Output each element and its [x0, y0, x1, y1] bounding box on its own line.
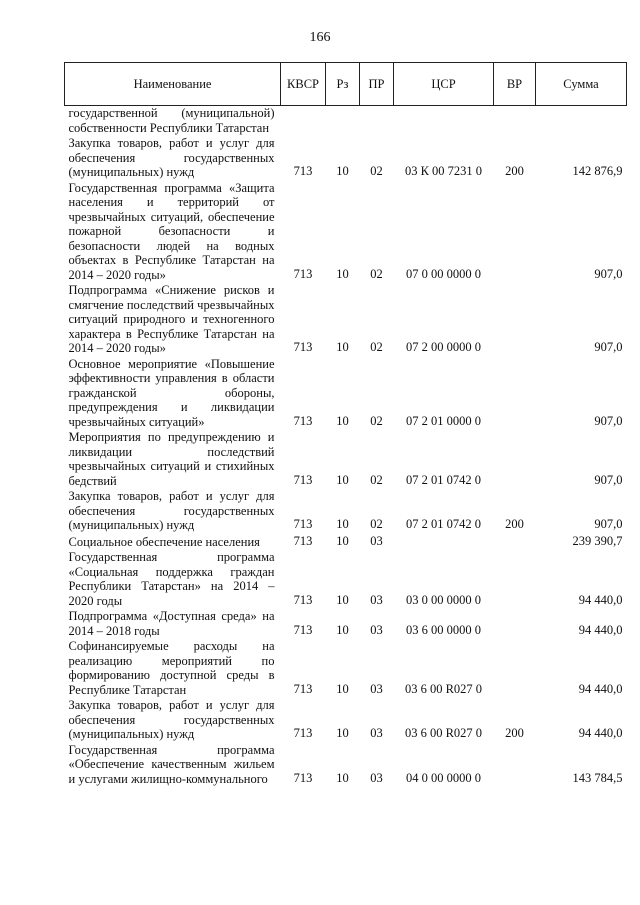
cell-rz: 10 [336, 533, 349, 548]
cell-kvsr: 713 [293, 472, 313, 487]
cell-pr: 03 [370, 622, 383, 637]
cell-name: Социальное обеспечение населения [68, 534, 260, 549]
cell-rz: 10 [336, 472, 349, 487]
table-row [65, 430, 627, 489]
cell-name: государственной (муниципальной) собственности Республики Татарстан [68, 106, 275, 135]
cell-name: Основное мероприятие «Повышение эффективности управления в области гражданской обороны, предупреждения и ликвидации чрезвычайных ситуаций» [68, 356, 275, 429]
cell-rz: 10 [336, 726, 349, 740]
cell-csr: 03 6 00 R027 0 [404, 681, 483, 696]
table-body [65, 106, 627, 788]
cell-vr [494, 639, 536, 698]
cell-kvsr [281, 106, 326, 137]
cell-kvsr: 713 [293, 340, 313, 354]
table-header [65, 63, 627, 106]
header-csr: ЦСР [394, 63, 494, 106]
table-row [65, 698, 627, 743]
cell-sum [536, 106, 627, 137]
table-row [65, 357, 627, 431]
cell-csr: 07 2 01 0742 0 [406, 472, 481, 487]
cell-rz: 10 [336, 164, 349, 178]
page-number: 166 [309, 30, 331, 45]
cell-name: Мероприятия по предупреждению и ликвидации последствий чрезвычайных ситуаций и стихийных бедствий [68, 430, 275, 488]
cell-sum: 907,0 [594, 413, 623, 428]
header-name: Наименование [65, 63, 281, 106]
cell-csr: 07 2 01 0000 0 [406, 413, 481, 428]
cell-csr [394, 534, 494, 551]
cell-pr: 03 [370, 726, 383, 740]
cell-name: Государственная программа «Защита населения и территорий от чрезвычайных ситуаций, обеспечение пожарной безопасности и безопасности людей на водных объектах в Республике Татарстан на 2014 – 2020 годы» [68, 180, 275, 282]
cell-sum: 907,0 [594, 266, 623, 281]
cell-name: Подпрограмма «Снижение рисков и смягчение последствий чрезвычайных ситуаций природного и техногенного характера в Республике Татарстан на 2014 – 2020 годы» [68, 283, 275, 355]
table-row [65, 639, 627, 698]
cell-kvsr: 713 [293, 533, 313, 548]
cell-rz: 10 [336, 770, 349, 785]
cell-vr [494, 743, 536, 788]
cell-rz: 10 [336, 413, 349, 428]
cell-vr: 200 [505, 164, 524, 178]
cell-pr: 03 [370, 592, 383, 607]
header-vr: ВР [494, 63, 536, 106]
table-row [65, 550, 627, 609]
cell-pr: 03 [370, 681, 383, 696]
cell-kvsr: 713 [293, 266, 313, 281]
cell-name: Софинансируемые расходы на реализацию мероприятий по формированию доступной среды в Республике Татарстан [68, 639, 275, 697]
cell-csr: 03 К 00 7231 0 [404, 164, 483, 178]
cell-pr: 03 [370, 770, 383, 785]
cell-kvsr: 713 [293, 681, 313, 696]
cell-vr [494, 106, 536, 137]
cell-kvsr: 713 [293, 726, 313, 740]
cell-csr: 07 0 00 0000 0 [406, 266, 481, 281]
cell-sum: 94 440,0 [578, 726, 623, 740]
cell-kvsr: 713 [293, 413, 313, 428]
cell-name: Государственная программа «Обеспечение качественным жильем и услугами жилищно-коммунального [68, 742, 275, 786]
cell-rz: 10 [336, 622, 349, 637]
cell-sum: 94 440,0 [578, 592, 623, 607]
cell-pr: 02 [370, 517, 383, 531]
cell-name: Закупка товаров, работ и услуг для обеспечения государственных (муниципальных) нужд [68, 489, 275, 532]
cell-csr: 03 0 00 0000 0 [406, 592, 481, 607]
cell-csr: 07 2 00 0000 0 [406, 340, 481, 354]
cell-vr [494, 181, 536, 284]
table-row [65, 283, 627, 357]
cell-csr: 03 6 00 0000 0 [406, 622, 481, 637]
cell-name: Закупка товаров, работ и услуг для обеспечения государственных (муниципальных) нужд [68, 698, 275, 741]
cell-kvsr: 713 [293, 164, 313, 178]
cell-pr: 02 [370, 164, 383, 178]
cell-name: Закупка товаров, работ и услуг для обеспечения государственных (муниципальных) нужд [68, 136, 275, 179]
cell-rz: 10 [336, 592, 349, 607]
table-row [65, 534, 627, 551]
cell-rz [326, 106, 360, 137]
table-row [65, 609, 627, 639]
cell-rz: 10 [336, 681, 349, 696]
header-rz: Рз [326, 63, 360, 106]
cell-vr [494, 534, 536, 551]
header-sum: Сумма [536, 63, 627, 106]
cell-pr: 03 [370, 533, 383, 548]
cell-pr: 02 [370, 266, 383, 281]
cell-rz: 10 [336, 517, 349, 531]
cell-csr: 04 0 00 0000 0 [406, 770, 481, 785]
cell-sum: 239 390,7 [572, 533, 623, 548]
cell-kvsr: 713 [293, 592, 313, 607]
cell-vr [494, 430, 536, 489]
cell-rz: 10 [336, 266, 349, 281]
cell-sum: 907,0 [594, 517, 623, 531]
cell-sum: 907,0 [594, 472, 623, 487]
table-row [65, 489, 627, 534]
cell-kvsr: 713 [293, 770, 313, 785]
cell-sum: 142 876,9 [572, 164, 623, 178]
header-kvsr: КВСР [281, 63, 326, 106]
cell-sum: 907,0 [594, 340, 623, 354]
table-row [65, 136, 627, 181]
cell-sum: 94 440,0 [578, 681, 623, 696]
cell-pr: 02 [370, 340, 383, 354]
table-row [65, 181, 627, 284]
cell-pr: 02 [370, 413, 383, 428]
table-row [65, 106, 627, 137]
cell-vr: 200 [505, 726, 524, 740]
cell-sum: 94 440,0 [578, 622, 623, 637]
cell-csr: 07 2 01 0742 0 [406, 517, 481, 531]
cell-name: Подпрограмма «Доступная среда» на 2014 – 2018 годы [68, 609, 275, 638]
cell-kvsr: 713 [293, 622, 313, 637]
cell-csr [394, 106, 494, 137]
cell-name: Государственная программа «Социальная поддержка граждан Республики Татарстан» на 2014 – 2020 годы [68, 550, 275, 608]
cell-kvsr: 713 [293, 517, 313, 531]
table-row [65, 743, 627, 788]
budget-table [64, 62, 627, 787]
cell-vr [494, 609, 536, 639]
cell-csr: 03 6 00 R027 0 [404, 726, 483, 740]
cell-pr: 02 [370, 472, 383, 487]
cell-rz: 10 [336, 340, 349, 354]
cell-vr [494, 550, 536, 609]
header-pr: ПР [360, 63, 394, 106]
cell-pr [360, 106, 394, 137]
cell-vr [494, 357, 536, 431]
cell-vr [494, 283, 536, 357]
cell-sum: 143 784,5 [572, 770, 623, 785]
cell-vr: 200 [505, 517, 524, 531]
